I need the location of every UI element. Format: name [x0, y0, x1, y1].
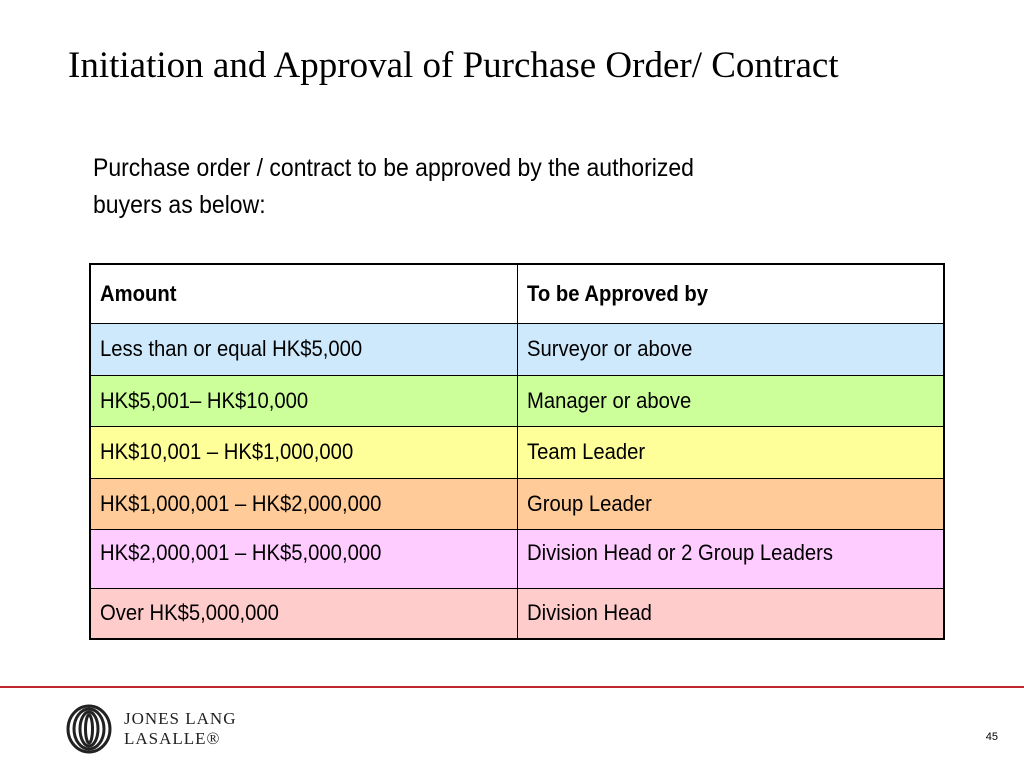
- approver-cell: Division Head or 2 Group Leaders: [517, 529, 944, 588]
- table-header-row: [90, 264, 944, 323]
- table-row: [90, 529, 944, 588]
- logo-wordmark: [124, 709, 236, 749]
- amount-cell: HK$5,001– HK$10,000: [90, 375, 517, 426]
- approver-cell: Division Head: [517, 588, 944, 639]
- logo-line-2: LASALLE®: [124, 729, 221, 748]
- approval-table: [89, 263, 945, 640]
- approver-cell: Team Leader: [517, 426, 944, 478]
- table-row: [90, 375, 944, 426]
- page-number: 45: [985, 731, 998, 743]
- approver-cell: Manager or above: [517, 375, 944, 426]
- table-row: [90, 588, 944, 639]
- intro-text: Purchase order / contract to be approved by the authorized buyers as below:: [93, 154, 694, 219]
- footer-divider: [0, 686, 1024, 688]
- table-row: [90, 426, 944, 478]
- amount-cell: Over HK$5,000,000: [90, 588, 517, 639]
- amount-cell: Less than or equal HK$5,000: [90, 323, 517, 375]
- logo-emblem-icon: [66, 704, 112, 754]
- amount-cell: HK$10,001 – HK$1,000,000: [90, 426, 517, 478]
- slide-title: Initiation and Approval of Purchase Order/ Contract: [68, 45, 839, 86]
- amount-cell: HK$2,000,001 – HK$5,000,000: [90, 529, 517, 588]
- approver-cell: Surveyor or above: [517, 323, 944, 375]
- logo-line-1: JONES LANG: [124, 709, 237, 728]
- header-amount: Amount: [90, 264, 517, 323]
- amount-cell: HK$1,000,001 – HK$2,000,000: [90, 478, 517, 529]
- table-row: [90, 323, 944, 375]
- table-row: [90, 478, 944, 529]
- approver-cell: Group Leader: [517, 478, 944, 529]
- company-logo: [66, 704, 236, 754]
- header-approver: To be Approved by: [517, 264, 944, 323]
